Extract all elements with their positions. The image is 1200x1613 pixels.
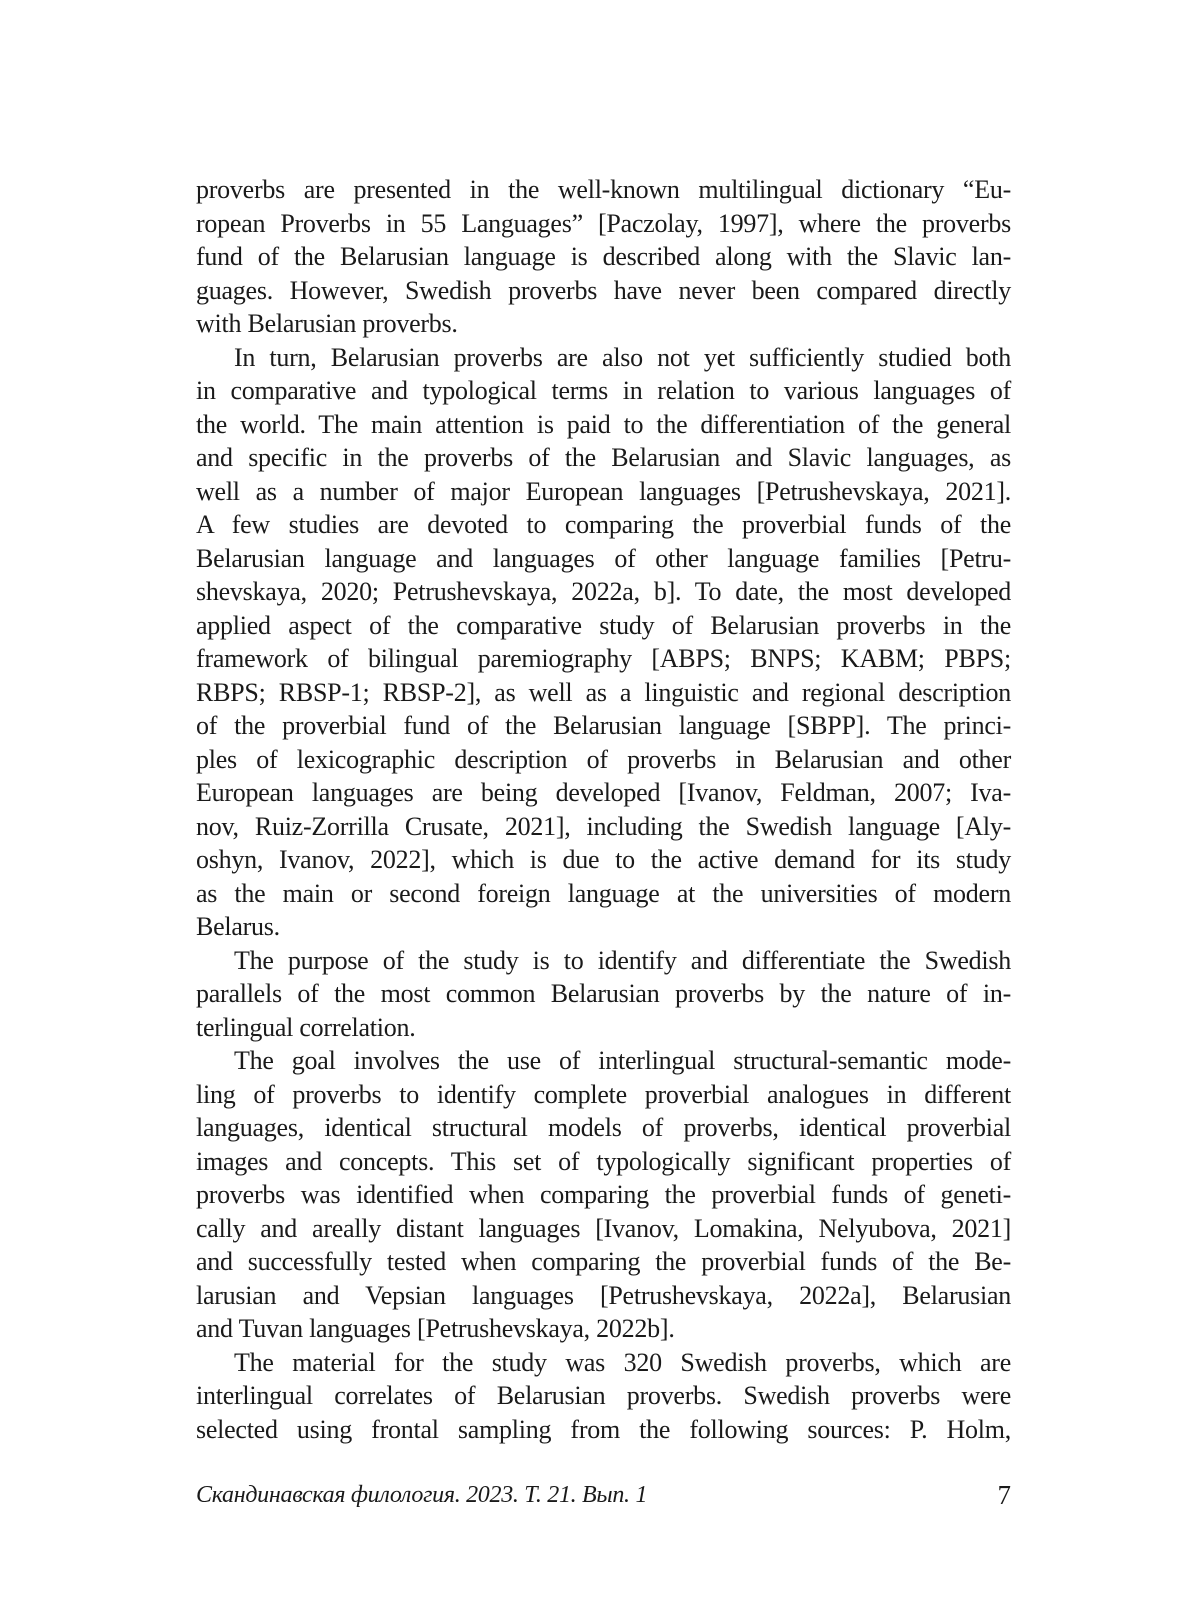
text-line: interlingual correlates of Belarusian proverbs. Swedish proverbs were	[196, 1381, 1011, 1410]
page-number: 7	[997, 1479, 1011, 1510]
journal-citation: Скандинавская филология. 2023. Т. 21. Вып. 1	[196, 1481, 648, 1508]
text-line: Belarusian language and languages of other language families [Petru-	[196, 543, 1011, 573]
paragraph	[196, 1044, 1011, 1346]
body-text	[196, 173, 1011, 1446]
text-line: ling of proverbs to identify complete proverbial analogues in different	[196, 1079, 1011, 1109]
text-line: and Tuvan languages [Petrushevskaya, 2022b].	[196, 1314, 675, 1343]
text-line: A few studies are devoted to comparing the proverbial funds of the	[196, 510, 1011, 539]
paragraph	[196, 1346, 1011, 1447]
text-line: RBPS; RBSP-1; RBSP-2], as well as a linguistic and regional description	[196, 677, 1011, 707]
text-line: in comparative and typological terms in relation to various languages of	[196, 376, 1011, 405]
text-line: selected using frontal sampling from the following sources: P. Holm,	[196, 1414, 1011, 1444]
text-line: shevskaya, 2020; Petrushevskaya, 2022a, b]. To date, the most developed	[196, 577, 1011, 606]
text-line: with Belarusian proverbs.	[196, 309, 458, 338]
text-line: well as a number of major European languages [Petrushevskaya, 2021].	[196, 476, 1011, 506]
text-line: nov, Ruiz-Zorrilla Crusate, 2021], including the Swedish language [Aly-	[196, 811, 1011, 841]
text-line: The material for the study was 320 Swedish proverbs, which are	[234, 1347, 1011, 1377]
text-line: and successfully tested when comparing the proverbial funds of the Be-	[196, 1247, 1011, 1276]
page-footer	[196, 1480, 1011, 1510]
text-line: larusian and Vepsian languages [Petrushevskaya, 2022a], Belarusian	[196, 1280, 1011, 1310]
text-line: applied aspect of the comparative study of Belarusian proverbs in the	[196, 610, 1011, 640]
text-line: as the main or second foreign language at the universities of modern	[196, 878, 1011, 908]
text-line: The purpose of the study is to identify and differentiate the Swedish	[234, 945, 1011, 975]
text-line: terlingual correlation.	[196, 1012, 416, 1042]
text-line: ples of lexicographic description of proverbs in Belarusian and other	[196, 744, 1011, 774]
text-line: cally and areally distant languages [Ivanov, Lomakina, Nelyubova, 2021]	[196, 1213, 1011, 1243]
paragraph	[196, 341, 1011, 944]
text-line: ropean Proverbs in 55 Languages” [Paczolay, 1997], where the proverbs	[196, 208, 1011, 238]
text-line: images and concepts. This set of typologically significant properties of	[196, 1146, 1011, 1176]
text-line: proverbs are presented in the well-known multilingual dictionary “Eu-	[196, 175, 1011, 204]
text-line: languages, identical structural models of proverbs, identical proverbial	[196, 1113, 1011, 1142]
text-line: parallels of the most common Belarusian proverbs by the nature of in-	[196, 979, 1011, 1008]
text-line: guages. However, Swedish proverbs have never been compared directly	[196, 275, 1011, 305]
text-line: oshyn, Ivanov, 2022], which is due to the active demand for its study	[196, 845, 1011, 874]
text-line: Belarus.	[196, 912, 280, 941]
text-line: the world. The main attention is paid to the differentiation of the general	[196, 409, 1011, 439]
text-line: framework of bilingual paremiography [ABPS; BNPS; KABM; PBPS;	[196, 644, 1011, 673]
text-line: In turn, Belarusian proverbs are also not yet sufficiently studied both	[234, 342, 1011, 372]
text-line: proverbs was identified when comparing the proverbial funds of geneti-	[196, 1180, 1011, 1209]
text-line: and specific in the proverbs of the Belarusian and Slavic languages, as	[196, 443, 1011, 472]
text-line: European languages are being developed [Ivanov, Feldman, 2007; Iva-	[196, 778, 1011, 807]
text-line: fund of the Belarusian language is described along with the Slavic lan-	[196, 242, 1011, 271]
paragraph	[196, 944, 1011, 1045]
text-line: The goal involves the use of interlingual structural-semantic mode-	[234, 1046, 1011, 1075]
paragraph	[196, 173, 1011, 341]
text-line: of the proverbial fund of the Belarusian language [SBPP]. The princi-	[196, 711, 1011, 740]
